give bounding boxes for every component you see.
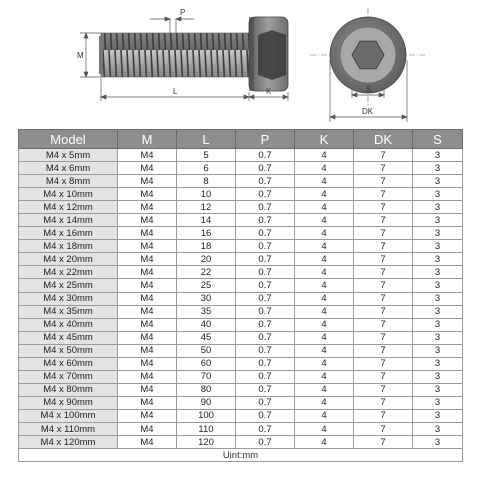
table-header-row: [19, 130, 463, 149]
table-row: [19, 331, 463, 344]
table-cell: 4: [295, 253, 354, 266]
column-header-s: S: [413, 130, 463, 149]
table-cell: 7: [354, 175, 413, 188]
table-cell: 4: [295, 149, 354, 162]
table-row: [19, 214, 463, 227]
column-header-p: P: [236, 130, 295, 149]
table-cell: M4: [118, 383, 177, 396]
table-cell: M4: [118, 266, 177, 279]
table-cell: 0.7: [236, 396, 295, 409]
table-cell: M4 x 16mm: [19, 227, 118, 240]
table-cell: M4: [118, 162, 177, 175]
table-cell: 4: [295, 331, 354, 344]
table-cell: M4 x 110mm: [19, 422, 118, 435]
table-cell: 7: [354, 370, 413, 383]
table-cell: M4: [118, 305, 177, 318]
table-cell: 0.7: [236, 266, 295, 279]
table-row: [19, 240, 463, 253]
table-cell: 7: [354, 188, 413, 201]
table-cell: 3: [413, 357, 463, 370]
table-cell: 7: [354, 344, 413, 357]
table-cell: M4: [118, 357, 177, 370]
table-row: [19, 162, 463, 175]
table-cell: 0.7: [236, 149, 295, 162]
table-cell: 110: [177, 422, 236, 435]
table-cell: 0.7: [236, 292, 295, 305]
table-cell: 4: [295, 383, 354, 396]
table-cell: M4 x 120mm: [19, 436, 118, 449]
table-cell: 3: [413, 201, 463, 214]
table-cell: 7: [354, 357, 413, 370]
table-cell: 3: [413, 162, 463, 175]
table-cell: 3: [413, 396, 463, 409]
table-row: [19, 436, 463, 449]
table-cell: 7: [354, 266, 413, 279]
table-cell: 7: [354, 318, 413, 331]
table-cell: 90: [177, 396, 236, 409]
table-cell: 4: [295, 436, 354, 449]
table-cell: M4: [118, 344, 177, 357]
table-row: [19, 175, 463, 188]
table-cell: 4: [295, 409, 354, 422]
table-cell: 3: [413, 383, 463, 396]
table-cell: M4 x 14mm: [19, 214, 118, 227]
table-row: [19, 422, 463, 435]
table-cell: 3: [413, 422, 463, 435]
table-cell: 7: [354, 227, 413, 240]
column-header-model: Model: [19, 130, 118, 149]
table-cell: 4: [295, 201, 354, 214]
table-cell: 70: [177, 370, 236, 383]
table-cell: 3: [413, 344, 463, 357]
table-cell: 14: [177, 214, 236, 227]
table-cell: 3: [413, 253, 463, 266]
table-cell: 0.7: [236, 344, 295, 357]
table-cell: 3: [413, 227, 463, 240]
table-row: [19, 149, 463, 162]
table-cell: 80: [177, 383, 236, 396]
table-cell: 7: [354, 149, 413, 162]
table-cell: 0.7: [236, 188, 295, 201]
table-cell: 20: [177, 253, 236, 266]
label-p: P: [180, 8, 186, 17]
table-cell: 3: [413, 175, 463, 188]
table-row: [19, 357, 463, 370]
table-cell: 0.7: [236, 331, 295, 344]
table-cell: 7: [354, 396, 413, 409]
table-cell: M4 x 45mm: [19, 331, 118, 344]
table-cell: 7: [354, 409, 413, 422]
table-row: [19, 279, 463, 292]
table-cell: 7: [354, 279, 413, 292]
table-cell: M4 x 20mm: [19, 253, 118, 266]
table-cell: 3: [413, 292, 463, 305]
table-cell: 6: [177, 162, 236, 175]
table-cell: M4 x 5mm: [19, 149, 118, 162]
table-cell: 7: [354, 292, 413, 305]
column-header-m: M: [118, 130, 177, 149]
table-cell: 3: [413, 370, 463, 383]
table-cell: 0.7: [236, 357, 295, 370]
screw-technical-drawing: [0, 0, 480, 125]
table-cell: 4: [295, 188, 354, 201]
label-m: M: [77, 51, 84, 60]
table-cell: 0.7: [236, 162, 295, 175]
table-cell: 12: [177, 201, 236, 214]
table-cell: 7: [354, 305, 413, 318]
table-cell: 25: [177, 279, 236, 292]
table-cell: 4: [295, 214, 354, 227]
table-cell: 0.7: [236, 201, 295, 214]
table-cell: 4: [295, 370, 354, 383]
table-cell: M4: [118, 279, 177, 292]
table-cell: 4: [295, 422, 354, 435]
table-cell: 7: [354, 240, 413, 253]
screw-side-view: [99, 17, 288, 91]
table-cell: 0.7: [236, 253, 295, 266]
table-cell: 100: [177, 409, 236, 422]
table-cell: 3: [413, 266, 463, 279]
table-row: [19, 344, 463, 357]
unit-note: Uint:mm: [19, 449, 463, 462]
table-body: [19, 149, 463, 449]
table-cell: 7: [354, 214, 413, 227]
table-cell: 7: [354, 436, 413, 449]
table-cell: 7: [354, 201, 413, 214]
spec-table: [18, 129, 463, 462]
table-row: [19, 409, 463, 422]
table-cell: M4: [118, 318, 177, 331]
table-cell: 3: [413, 409, 463, 422]
table-cell: 4: [295, 305, 354, 318]
table-cell: M4: [118, 436, 177, 449]
unit-note-row: [19, 449, 463, 462]
table-cell: M4 x 70mm: [19, 370, 118, 383]
table-cell: 4: [295, 357, 354, 370]
table-cell: 4: [295, 240, 354, 253]
table-cell: 4: [295, 279, 354, 292]
label-dk: DK: [362, 107, 374, 116]
table-cell: M4 x 35mm: [19, 305, 118, 318]
table-cell: 4: [295, 227, 354, 240]
table-cell: 0.7: [236, 227, 295, 240]
table-cell: M4: [118, 227, 177, 240]
table-cell: 7: [354, 331, 413, 344]
table-cell: 3: [413, 214, 463, 227]
table-cell: M4 x 30mm: [19, 292, 118, 305]
table-cell: M4 x 50mm: [19, 344, 118, 357]
table-cell: 0.7: [236, 240, 295, 253]
table-cell: 22: [177, 266, 236, 279]
table-cell: 4: [295, 162, 354, 175]
table-cell: 35: [177, 305, 236, 318]
table-cell: 8: [177, 175, 236, 188]
table-row: [19, 188, 463, 201]
table-cell: 4: [295, 292, 354, 305]
table-cell: M4: [118, 331, 177, 344]
table-cell: M4 x 40mm: [19, 318, 118, 331]
table-cell: 40: [177, 318, 236, 331]
table-cell: 3: [413, 331, 463, 344]
table-row: [19, 396, 463, 409]
table-cell: 0.7: [236, 214, 295, 227]
table-cell: 7: [354, 383, 413, 396]
screw-end-view: [330, 17, 406, 93]
table-cell: 5: [177, 149, 236, 162]
table-cell: 0.7: [236, 422, 295, 435]
table-cell: 0.7: [236, 383, 295, 396]
table-cell: 7: [354, 253, 413, 266]
table-cell: M4 x 6mm: [19, 162, 118, 175]
table-cell: 0.7: [236, 318, 295, 331]
table-cell: M4: [118, 149, 177, 162]
table-cell: 0.7: [236, 370, 295, 383]
table-cell: M4 x 25mm: [19, 279, 118, 292]
table-cell: M4: [118, 292, 177, 305]
table-row: [19, 305, 463, 318]
table-cell: M4 x 80mm: [19, 383, 118, 396]
column-header-k: K: [295, 130, 354, 149]
table-cell: M4 x 12mm: [19, 201, 118, 214]
table-row: [19, 253, 463, 266]
table-row: [19, 227, 463, 240]
table-cell: M4: [118, 240, 177, 253]
table-cell: 0.7: [236, 305, 295, 318]
table-row: [19, 318, 463, 331]
table-cell: M4 x 90mm: [19, 396, 118, 409]
table-cell: 50: [177, 344, 236, 357]
table-cell: 3: [413, 318, 463, 331]
table-cell: 3: [413, 279, 463, 292]
table-cell: M4: [118, 201, 177, 214]
table-cell: 4: [295, 396, 354, 409]
table-cell: M4 x 8mm: [19, 175, 118, 188]
table-cell: M4 x 10mm: [19, 188, 118, 201]
table-cell: M4: [118, 175, 177, 188]
table-cell: M4 x 60mm: [19, 357, 118, 370]
label-s: S: [366, 85, 372, 94]
table-cell: 4: [295, 344, 354, 357]
table-cell: 45: [177, 331, 236, 344]
column-header-dk: DK: [354, 130, 413, 149]
table-cell: M4: [118, 253, 177, 266]
column-header-l: L: [177, 130, 236, 149]
table-cell: M4: [118, 422, 177, 435]
table-cell: M4: [118, 396, 177, 409]
table-row: [19, 292, 463, 305]
table-cell: 0.7: [236, 175, 295, 188]
table-cell: 3: [413, 436, 463, 449]
table-cell: 0.7: [236, 409, 295, 422]
label-l: L: [173, 87, 178, 96]
table-cell: 4: [295, 266, 354, 279]
table-cell: M4: [118, 409, 177, 422]
table-cell: 120: [177, 436, 236, 449]
table-cell: 18: [177, 240, 236, 253]
label-k: K: [266, 87, 272, 96]
table-cell: 3: [413, 149, 463, 162]
table-cell: M4: [118, 214, 177, 227]
table-cell: 0.7: [236, 279, 295, 292]
table-cell: M4: [118, 370, 177, 383]
table-cell: 3: [413, 240, 463, 253]
table-row: [19, 370, 463, 383]
table-cell: 4: [295, 318, 354, 331]
table-row: [19, 266, 463, 279]
table-cell: 0.7: [236, 436, 295, 449]
table-cell: 60: [177, 357, 236, 370]
table-cell: 3: [413, 305, 463, 318]
table-cell: M4 x 22mm: [19, 266, 118, 279]
table-cell: 16: [177, 227, 236, 240]
table-row: [19, 383, 463, 396]
table-cell: M4 x 100mm: [19, 409, 118, 422]
table-cell: M4 x 18mm: [19, 240, 118, 253]
table-cell: 7: [354, 162, 413, 175]
table-cell: 10: [177, 188, 236, 201]
table-cell: 7: [354, 422, 413, 435]
table-cell: 3: [413, 188, 463, 201]
table-cell: 4: [295, 175, 354, 188]
table-row: [19, 201, 463, 214]
table-cell: M4: [118, 188, 177, 201]
table-cell: 30: [177, 292, 236, 305]
